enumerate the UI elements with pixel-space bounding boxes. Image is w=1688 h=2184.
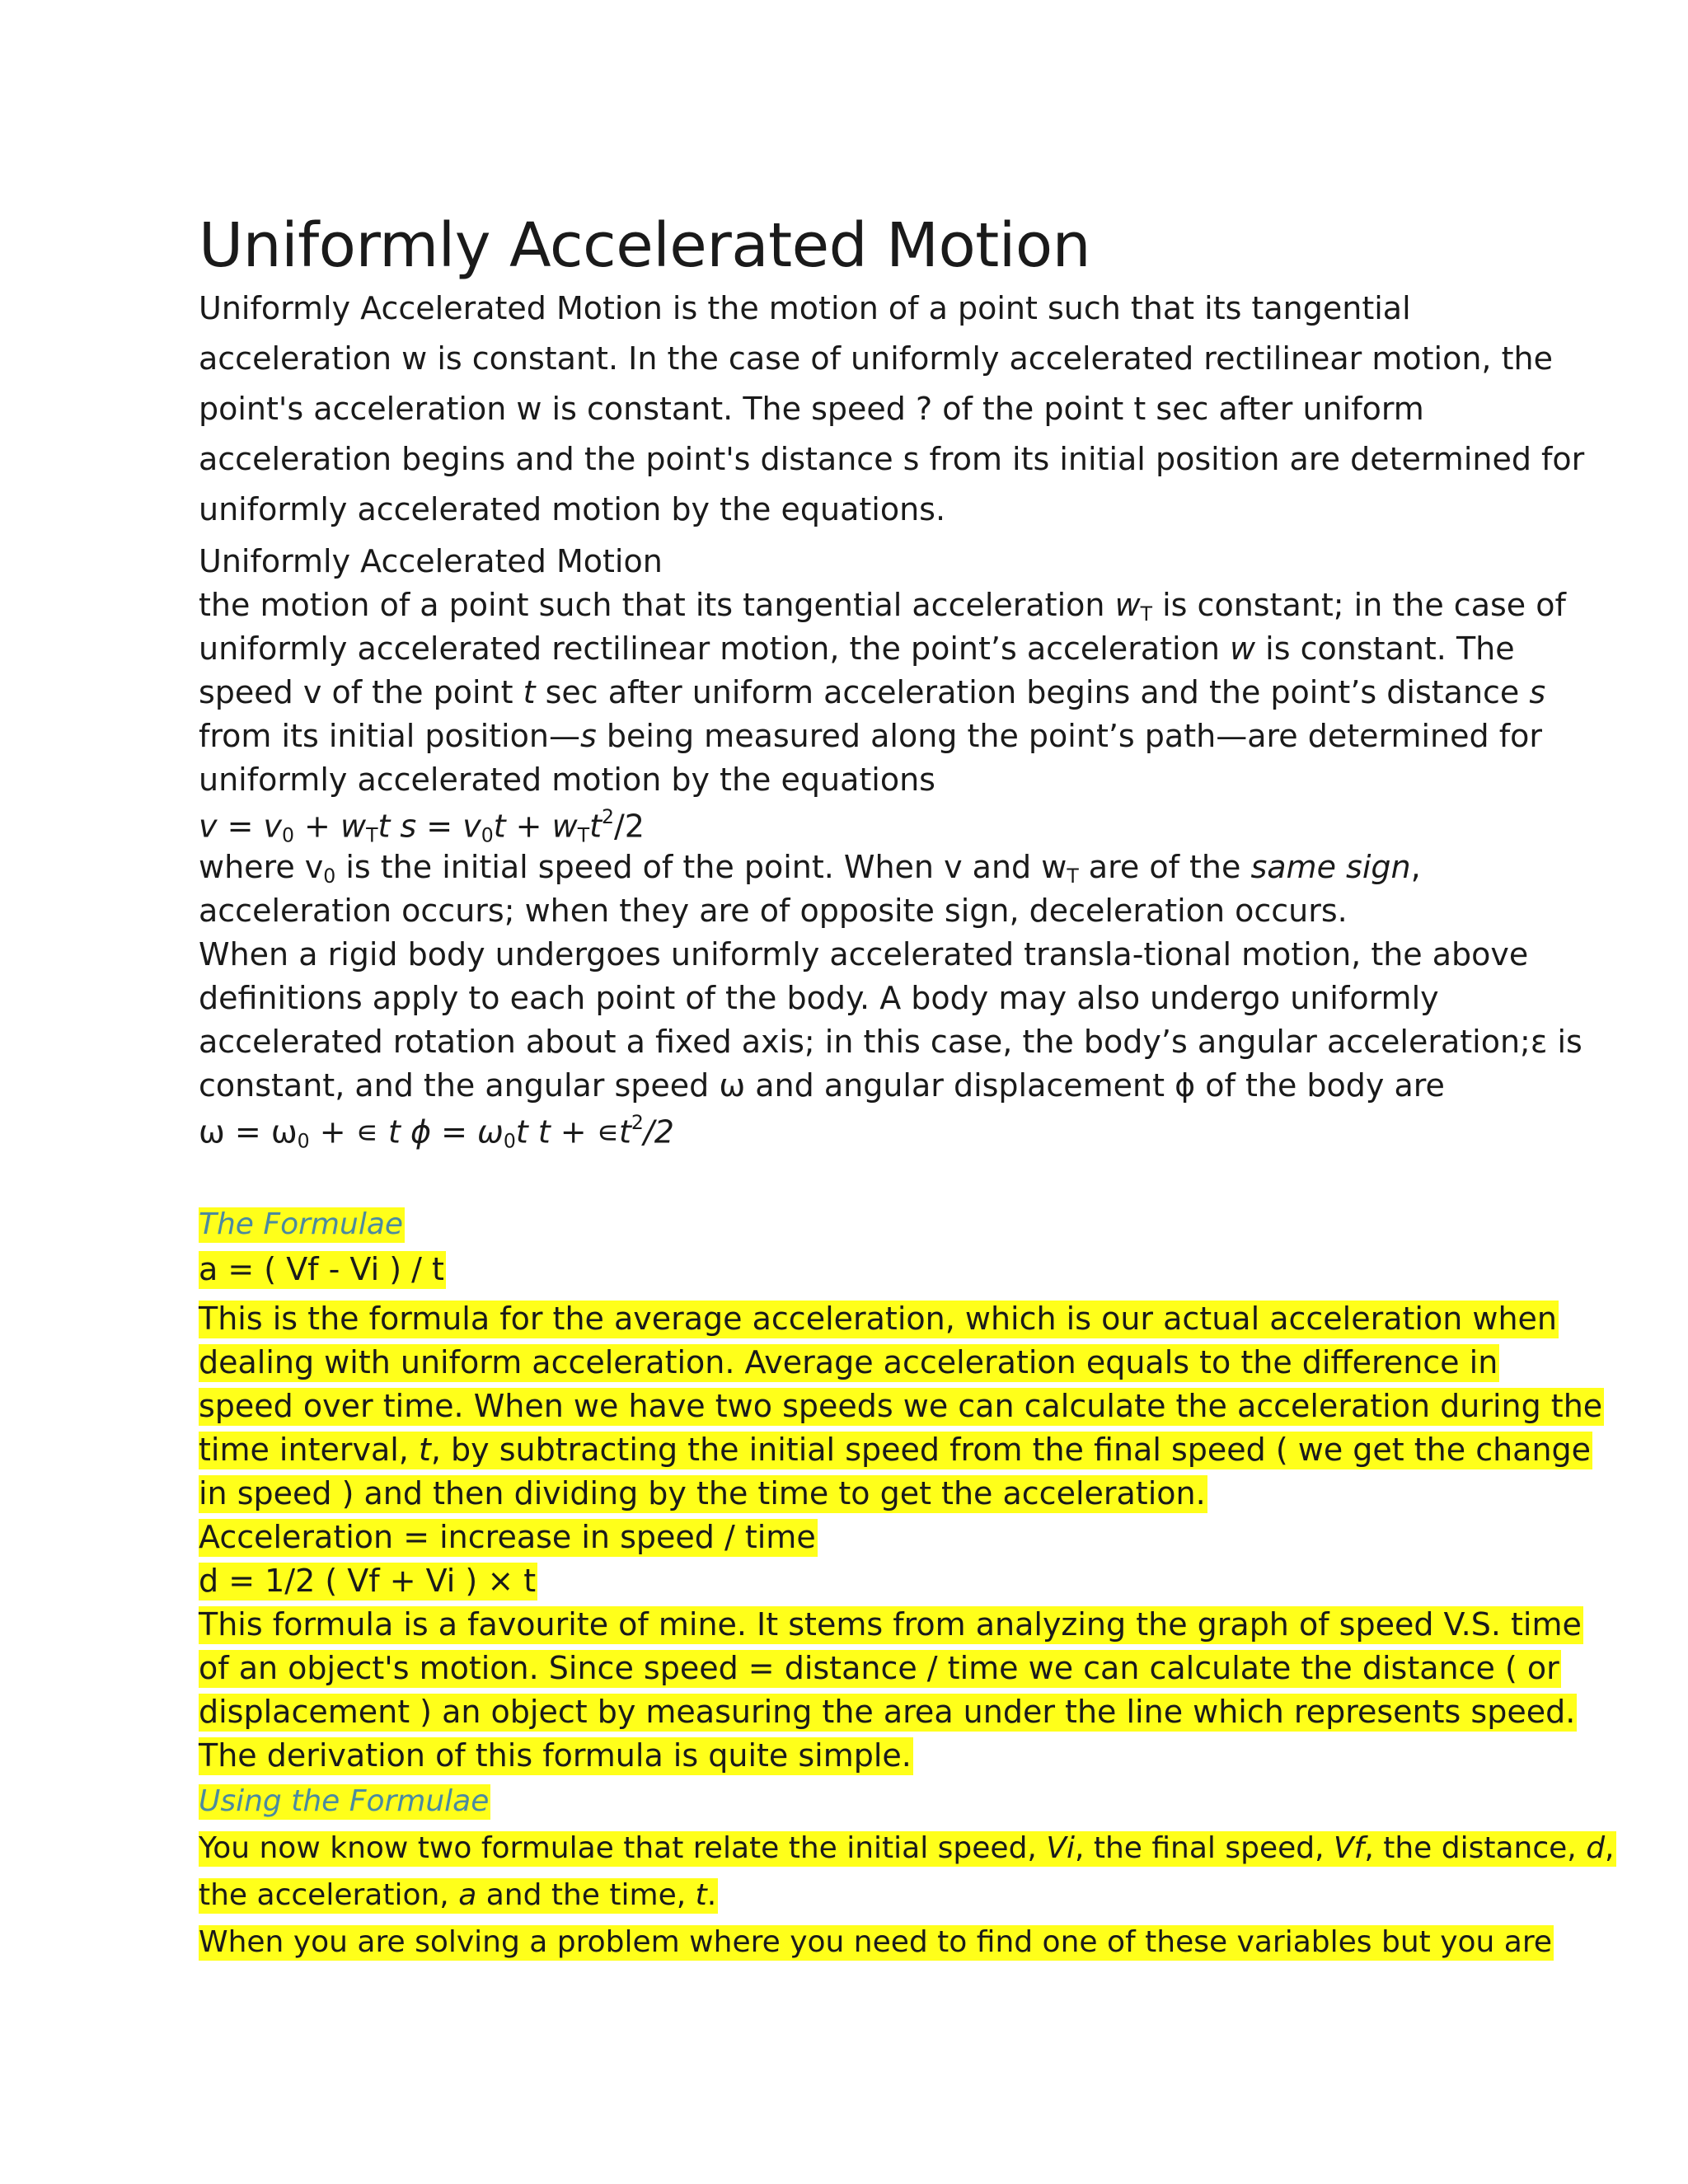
equation-linear: $v = v_0 + w_Tt$ $s = v_0t + w_Tt^2/2$ xyxy=(199,805,645,847)
definition-line: the motion of a point such that its tangential acceleration $w_T$ is constant; in the case of xyxy=(199,587,1566,626)
average-accel-line: time interval, t, by subtracting the initial speed from the final speed ( we get the change xyxy=(199,1432,1592,1468)
intro-line: point's acceleration w is constant. The speed ? of the point t sec after uniform xyxy=(199,391,1424,427)
definition-line: speed v of the point t sec after uniform acceleration begins and the point’s distance s xyxy=(199,674,1546,710)
where-line: acceleration occurs; when they are of opposite sign, deceleration occurs. xyxy=(199,893,1348,929)
favourite-line: This formula is a favourite of mine. It stems from analyzing the graph of speed V.S. time xyxy=(199,1606,1582,1643)
sub-heading: Uniformly Accelerated Motion xyxy=(199,543,663,579)
where-line: where $v_0$ is the initial speed of the point. When v and $w_T$ are of the same sign, xyxy=(199,849,1421,888)
definition-line: from its initial position—s being measured along the point’s path—are determined for xyxy=(199,718,1542,754)
intro-line: uniformly accelerated motion by the equations. xyxy=(199,491,946,527)
rigid-body-line: When a rigid body undergoes uniformly accelerated transla-tional motion, the above xyxy=(199,936,1529,972)
formulae-heading: The Formulae xyxy=(199,1207,404,1241)
rigid-body-line: constant, and the angular speed ω and angular displacement ϕ of the body are xyxy=(199,1067,1445,1104)
equation-angular: $\omega = \omega_0$ + ∊ t $\phi = \omega_0t$ $t + ∊t^2/2$ xyxy=(199,1111,674,1153)
last-line: When you are solving a problem where you need to find one of these variables but you are xyxy=(199,1925,1553,1959)
rigid-body-line: accelerated rotation about a fixed axis; in this case, the body’s angular acceleration;ε is xyxy=(199,1024,1582,1060)
average-accel-line: dealing with uniform acceleration. Average acceleration equals to the difference in xyxy=(199,1344,1498,1380)
rigid-body-line: definitions apply to each point of the body. A body may also undergo uniformly xyxy=(199,980,1439,1016)
acceleration-definition: Acceleration = increase in speed / time xyxy=(199,1519,816,1555)
intro-line: Uniformly Accelerated Motion is the motion of a point such that its tangential xyxy=(199,290,1411,326)
know-line: You now know two formulae that relate the initial speed, Vi, the final speed, Vf, the distance, d, xyxy=(199,1831,1615,1865)
intro-line: acceleration begins and the point's distance s from its initial position are determined for xyxy=(199,441,1585,477)
average-accel-line: This is the formula for the average acceleration, which is our actual acceleration when xyxy=(199,1301,1557,1337)
favourite-line: The derivation of this formula is quite simple. xyxy=(199,1737,912,1774)
average-accel-line: speed over time. When we have two speeds we can calculate the acceleration during the xyxy=(199,1388,1603,1424)
favourite-line: displacement ) an object by measuring the area under the line which represents speed. xyxy=(199,1694,1576,1730)
formula-distance: d = 1/2 ( Vf + Vi ) × t xyxy=(199,1563,537,1599)
intro-line: acceleration w is constant. In the case of uniformly accelerated rectilinear motion, the xyxy=(199,340,1553,377)
definition-line: uniformly accelerated motion by the equations xyxy=(199,762,935,798)
know-line: the acceleration, a and the time, t. xyxy=(199,1878,717,1912)
formula-acceleration: a = ( Vf - Vi ) / t xyxy=(199,1251,444,1287)
average-accel-line: in speed ) and then dividing by the time to get the acceleration. xyxy=(199,1475,1206,1511)
definition-line: uniformly accelerated rectilinear motion, the point’s acceleration w is constant. The xyxy=(199,630,1515,667)
favourite-line: of an object's motion. Since speed = distance / time we can calculate the distance ( or xyxy=(199,1650,1559,1686)
page-title: Uniformly Accelerated Motion xyxy=(199,210,1091,281)
using-heading: Using the Formulae xyxy=(199,1784,490,1818)
